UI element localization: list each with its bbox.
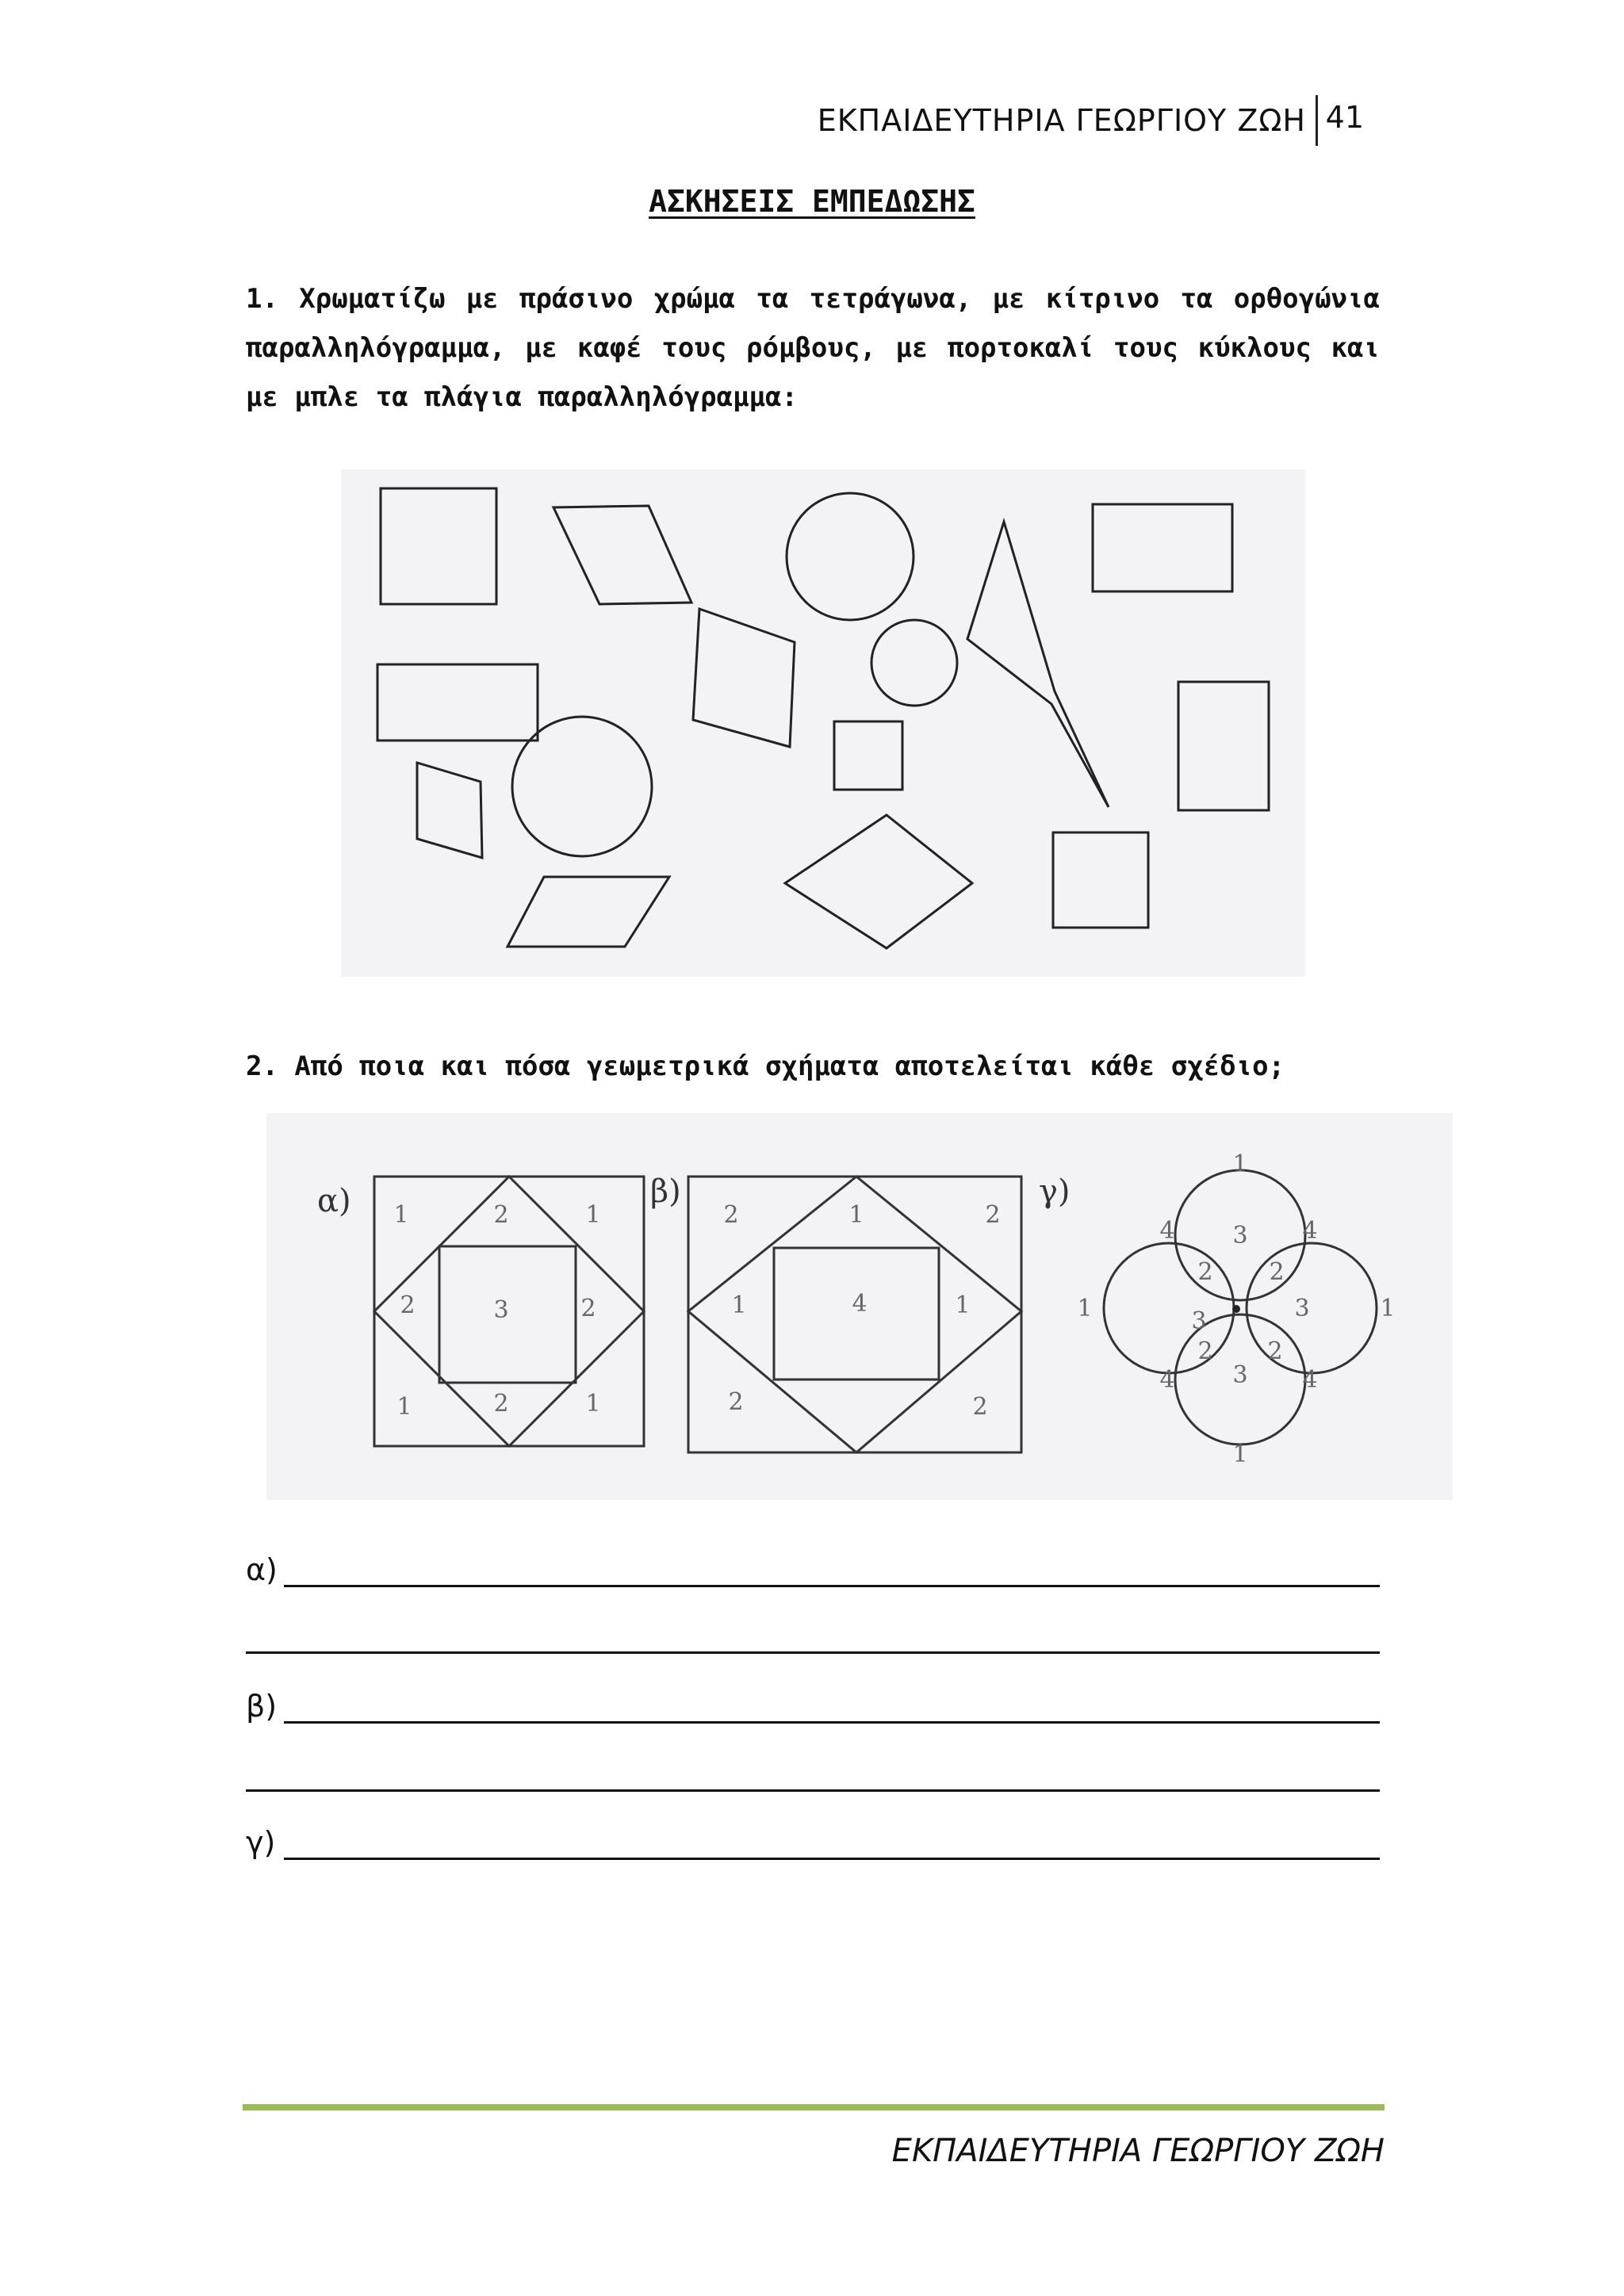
shapes-drawing: [341, 469, 1305, 977]
region-number: 2: [1267, 1337, 1283, 1365]
shape-rhombus: [785, 815, 972, 948]
design-a-label: α): [317, 1183, 351, 1219]
region-number: 1: [585, 1201, 601, 1229]
region-number: 2: [493, 1390, 509, 1418]
design-b-label: β): [650, 1173, 681, 1210]
page-header: [793, 94, 1396, 149]
region-number: 2: [580, 1295, 596, 1322]
page-title: ΑΣΚΗΣΕΙΣ ΕΜΠΕΔΩΣΗΣ: [649, 184, 975, 219]
shape-rectangle: [377, 664, 538, 740]
region-number: 3: [1232, 1222, 1248, 1249]
header-title: ΕΚΠΑΙΔΕΥΤΗΡΙΑ ΓΕΩΡΓΙΟΥ ΖΩΗ: [817, 103, 1306, 138]
answer-b-continued: [246, 1749, 1380, 1797]
design-c-label: γ): [1039, 1173, 1071, 1210]
region-number: 1: [731, 1292, 747, 1319]
page-number: 41: [1325, 100, 1364, 135]
region-number: 3: [1191, 1307, 1207, 1335]
shape-rhombus: [967, 522, 1109, 807]
designs-drawing: [266, 1113, 1453, 1500]
region-number: 4: [1302, 1366, 1318, 1394]
footer-text: ΕΚΠΑΙΔΕΥΤΗΡΙΑ ΓΕΩΡΓΙΟΥ ΖΩΗ: [891, 2133, 1385, 2169]
region-number: 2: [493, 1201, 509, 1229]
shape-parallelogram: [508, 877, 669, 947]
design-labels: [317, 1173, 1071, 1219]
region-number: 1: [1380, 1295, 1396, 1322]
answer-b-label: β): [246, 1689, 278, 1724]
region-number: 2: [723, 1201, 739, 1229]
region-number: 1: [1077, 1295, 1093, 1322]
region-number: 2: [1197, 1258, 1213, 1286]
region-number: 4: [1302, 1217, 1318, 1245]
region-number: 1: [848, 1201, 864, 1229]
shape-parallelogram: [553, 506, 691, 604]
answer-a-continued: [246, 1611, 1380, 1659]
answer-a-line[interactable]: [284, 1585, 1380, 1587]
answer-c: [246, 1817, 1380, 1865]
region-number: 2: [985, 1201, 1001, 1229]
region-number: 1: [1232, 1441, 1248, 1468]
shapes-figure: [341, 469, 1305, 977]
shape-rhombus: [417, 763, 482, 858]
answer-a: [246, 1544, 1380, 1592]
answer-a-label: α): [246, 1552, 278, 1587]
shape-circle: [512, 717, 652, 856]
region-number: 4: [1159, 1366, 1175, 1394]
shape-rectangle: [1093, 504, 1232, 591]
design-c-circle-left: [1104, 1243, 1234, 1373]
shape-circle: [871, 620, 957, 706]
region-number: 2: [728, 1388, 744, 1416]
footer-bar: [243, 2104, 1385, 2110]
answer-c-label: γ): [246, 1825, 276, 1860]
exercise-2-text: 2. Από ποια και πόσα γεωμετρικά σχήματα αποτελείται κάθε σχέδιο;: [246, 1050, 1285, 1082]
region-number: 2: [1197, 1337, 1213, 1365]
region-number: 1: [585, 1390, 601, 1418]
region-number: 2: [972, 1393, 988, 1421]
region-number: 4: [1159, 1217, 1175, 1245]
shape-square: [1053, 832, 1148, 928]
shape-square: [381, 488, 496, 604]
answer-a-line-2[interactable]: [246, 1651, 1380, 1654]
shape-square: [834, 721, 902, 790]
answer-c-line[interactable]: [284, 1858, 1380, 1860]
answer-b-line-2[interactable]: [246, 1789, 1380, 1792]
answer-b: [246, 1681, 1380, 1728]
region-number: 1: [955, 1292, 971, 1319]
region-number: 1: [1232, 1150, 1248, 1178]
shape-parallelogram: [693, 609, 795, 747]
region-number: 3: [1294, 1295, 1310, 1322]
shape-circle: [787, 493, 914, 620]
header-separator: [1316, 95, 1318, 146]
region-number: 1: [393, 1201, 409, 1229]
region-number: 3: [493, 1296, 509, 1324]
designs-figure: [266, 1113, 1453, 1500]
region-number: 2: [400, 1292, 416, 1319]
design-c-circle-right: [1247, 1243, 1377, 1373]
answer-b-line[interactable]: [284, 1721, 1380, 1724]
region-number: 4: [852, 1290, 868, 1318]
region-number: 3: [1232, 1361, 1248, 1389]
region-number: 2: [1269, 1258, 1285, 1286]
shape-rectangle: [1178, 682, 1269, 810]
exercise-1-text: 1. Χρωματίζω με πράσινο χρώμα τα τετράγωνα, με κίτρινο τα ορθογώνια παραλληλόγραμμα, με καφέ τους ρόμβους, με πορτοκαλί τους κύκλους και με μπλε τα πλάγια παραλληλόγραμμα:: [246, 283, 1380, 413]
design-c-center-dot: [1232, 1305, 1240, 1313]
region-number: 1: [396, 1393, 412, 1421]
